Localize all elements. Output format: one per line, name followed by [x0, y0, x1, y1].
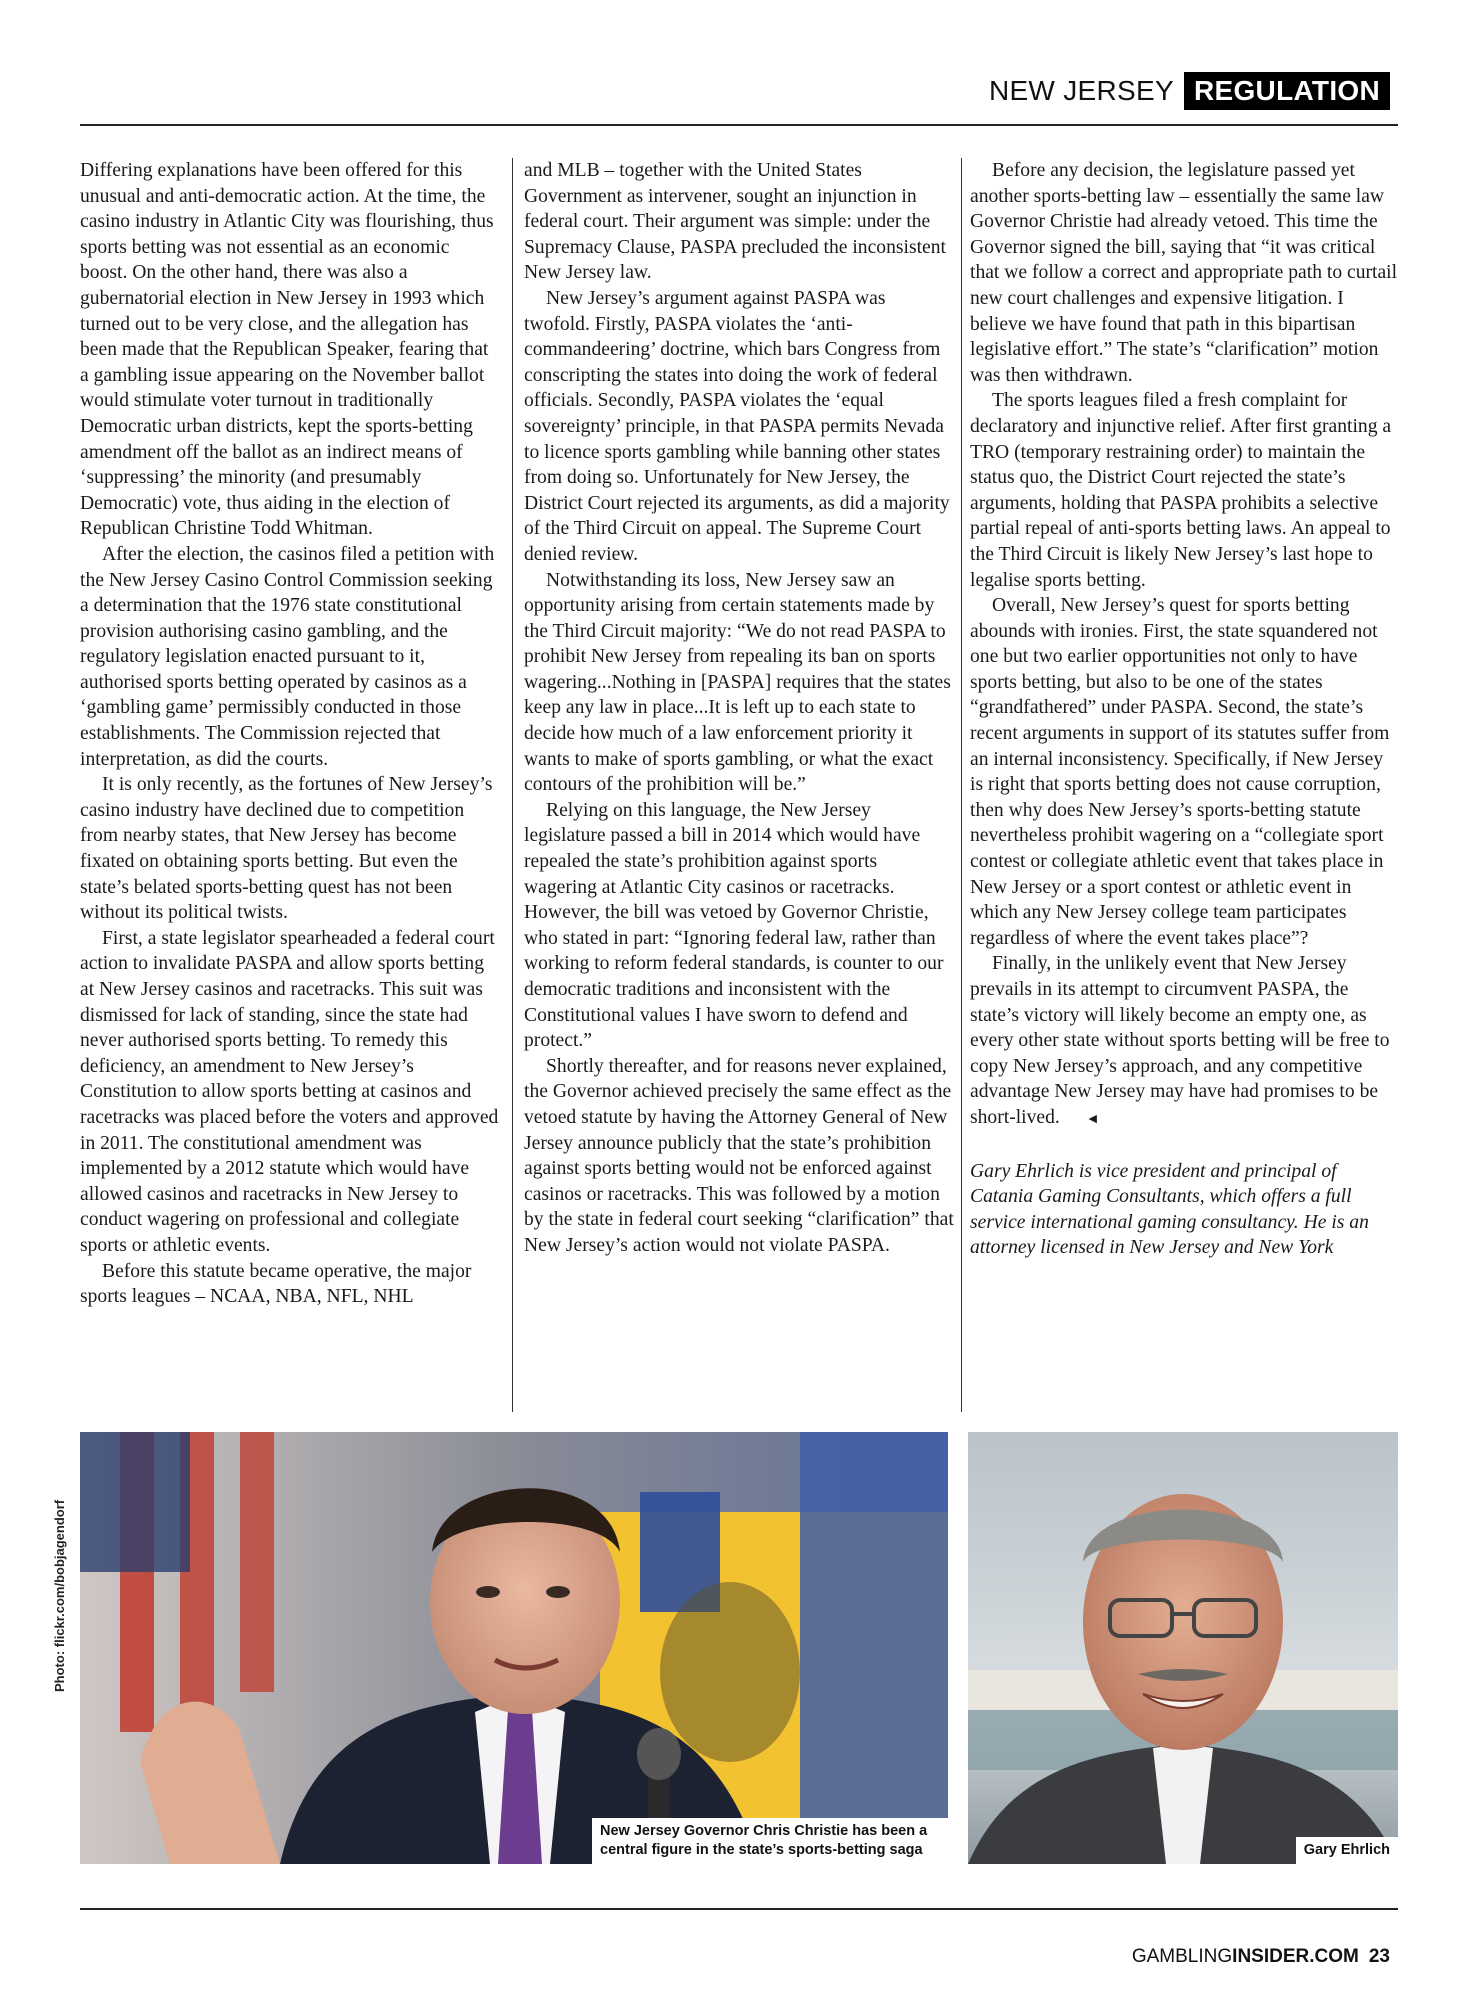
- paragraph: Notwithstanding its loss, New Jersey saw an opportunity arising from certain statements made by the Third Circuit majority: “We do not read PASPA to prohibit New Jersey from repealing its ban on sports wagering...Nothing in [PASPA] requires that the states keep any law in place...It is left up to each state to decide how much of a law enforcement priority it wants to make of sports gambling, or what the exact contours of the prohibition will be.”: [524, 569, 951, 796]
- paragraph: First, a state legislator spearheaded a federal court action to invalidate PASPA and allow sports betting at New Jersey casinos and racetracks. This suit was dismissed for lack of standing, since the state had never authorised sports betting. To remedy this deficiency, an amendment to New Jersey’s Constitution to allow sports betting at casinos and racetracks was placed before the voters and approved in 2011. The constitutional amendment was implemented by a 2012 statute which would have allowed casinos and racetracks in New Jersey to conduct wagering on professional and collegiate sports or athletic events.: [80, 927, 499, 1256]
- paragraph: Overall, New Jersey’s quest for sports betting abounds with ironies. First, the state squandered not one but two earlier opportunities not only to have sports betting, but also to be one of the states “grandfathered” under PASPA. Second, the state’s recent arguments in support of its statutes suffer from an internal inconsistency. Specifically, if New Jersey is right that sports betting does not cause corruption, then why does New Jersey’s sports-betting statute nevertheless prohibit wagering on a “collegiate sport contest or collegiate athletic event that takes place in New Jersey or a sport contest or athletic event in which any New Jersey college team participates regardless of where the event takes place”?: [970, 595, 1390, 949]
- paragraph: Before this statute became operative, the major sports leagues – NCAA, NBA, NFL, NHL: [80, 1260, 472, 1308]
- article-column-3: [970, 158, 1398, 1420]
- ehrlich-caption: Gary Ehrlich: [1296, 1837, 1398, 1864]
- page-header: [989, 70, 1390, 112]
- paragraph-text: Finally, in the unlikely event that New Jersey prevails in its attempt to circumvent PASPA, the state’s victory will likely become an empty one, as every other state without sports betting will be free to copy New Jersey’s approach, and any competitive advantage New Jersey may have had promises to be short-lived.: [970, 953, 1390, 1128]
- paragraph: It is only recently, as the fortunes of New Jersey’s casino industry have declined due to competition from nearby states, that New Jersey has become fixated on obtaining sports betting. But even the state’s belated sports-betting quest has not been without its political twists.: [80, 774, 493, 924]
- ehrlich-photo-illustration: [968, 1432, 1398, 1864]
- site-name-light: GAMBLING: [1131, 1946, 1233, 1967]
- paragraph: Differing explanations have been offered for this unusual and anti-democratic action. At the time, the casino industry in Atlantic City was flourishing, thus sports betting was not essential as an economic boost. On the other hand, there was also a gubernatorial election in New Jersey in 1993 which turned out to be very close, and the allegation has been made that the Republican Speaker, fearing that a gambling issue appearing on the November ballot would stimulate voter turnout in traditionally Democratic urban districts, kept the sports-betting amendment off the ballot as an indirect means of ‘suppressing’ the minority (and presumably Democratic) vote, thus aiding in the election of Republican Christine Todd Whitman.: [80, 160, 494, 540]
- page-footer: [1132, 1946, 1390, 1968]
- section-label: NEW JERSEY: [988, 75, 1174, 106]
- ehrlich-photo: [968, 1432, 1398, 1864]
- page-number: 23: [1368, 1946, 1390, 1967]
- end-mark-icon: ◄: [1085, 1111, 1100, 1127]
- paragraph-final: [970, 951, 1398, 1132]
- paragraph: Relying on this language, the New Jersey legislature passed a bill in 2014 which would have repealed the state’s prohibition against sports wagering at Atlantic City casinos or racetracks. However, the bill was vetoed by Governor Christie, who stated in part: “Ignoring federal law, rather than working to reform federal standards, is counter to our democratic traditions and inconsistent with the Constitutional values I have sworn to defend and protect.”: [524, 799, 944, 1052]
- christie-caption: New Jersey Governor Chris Christie has been a central figure in the state’s sports-betting saga: [592, 1818, 948, 1864]
- footer-rule: [80, 1908, 1398, 1910]
- author-bio: Gary Ehrlich is vice president and principal of Catania Gaming Consultants, which offers a full service international gaming consultancy. He is an attorney licensed in New Jersey and New York: [970, 1160, 1369, 1259]
- paragraph: New Jersey’s argument against PASPA was twofold. Firstly, PASPA violates the ‘anti-commandeering’ doctrine, which bars Congress from conscripting the states into doing the work of federal officials. Secondly, PASPA violates the ‘equal sovereignty’ principle, in that PASPA permits Nevada to licence sports gambling while banning other states from doing so. Unfortunately for New Jersey, the District Court rejected its arguments, as did a majority of the Third Circuit on appeal. The Supreme Court denied review.: [524, 287, 950, 565]
- column-divider: [512, 158, 513, 1412]
- photo-credit-text: Photo: flickr.com/bobjagendorf: [52, 1499, 67, 1692]
- paragraph: After the election, the casinos filed a petition with the New Jersey Casino Control Commission seeking a determination that the 1976 state constitutional provision authorising casino gambling, and the regulatory legislation enacted pursuant to it, authorised sports betting operated by casinos as a ‘gambling game’ permissibly conducted in those establishments. The Commission rejected that interpretation, as did the courts.: [80, 543, 495, 770]
- header-rule: [80, 124, 1398, 126]
- article-column-1: [80, 158, 500, 1420]
- christie-photo: [80, 1432, 948, 1864]
- photo-credit: [52, 1432, 74, 1692]
- paragraph: and MLB – together with the United States Government as intervener, sought an injunction in federal court. Their argument was simple: under the Supremacy Clause, PASPA precluded the inconsistent New Jersey law.: [524, 160, 946, 284]
- paragraph: The sports leagues filed a fresh complaint for declaratory and injunctive relief. After first granting a TRO (temporary restraining order) to maintain the status quo, the District Court rejected the state’s arguments, holding that PASPA prohibits a selective partial repeal of anti-sports betting laws. An appeal to the Third Circuit is likely New Jersey’s last hope to legalise sports betting.: [970, 390, 1392, 591]
- paragraph: Before any decision, the legislature passed yet another sports-betting law – essentially the same law Governor Christie had already vetoed. This time the Governor signed the bill, saying that “it was critical that we follow a correct and appropriate path to curtail new court challenges and expensive litigation. I believe we have found that path in this bipartisan legislative effort.” The state’s “clarification” motion was then withdrawn.: [970, 160, 1398, 386]
- article-column-2: [524, 158, 954, 1420]
- column-divider: [961, 158, 962, 1412]
- christie-photo-illustration: [80, 1432, 948, 1864]
- paragraph: Shortly thereafter, and for reasons never explained, the Governor achieved precisely the same effect as the vetoed statute by having the Attorney General of New Jersey announce publicly that the state’s prohibition against sports betting would not be enforced against casinos or racetracks. This was followed by a motion by the state in federal court seeking “clarification” that New Jersey’s action would not violate PASPA.: [524, 1055, 954, 1256]
- site-name-bold: INSIDER.COM: [1232, 1946, 1359, 1967]
- section-tag: REGULATION: [1184, 72, 1390, 110]
